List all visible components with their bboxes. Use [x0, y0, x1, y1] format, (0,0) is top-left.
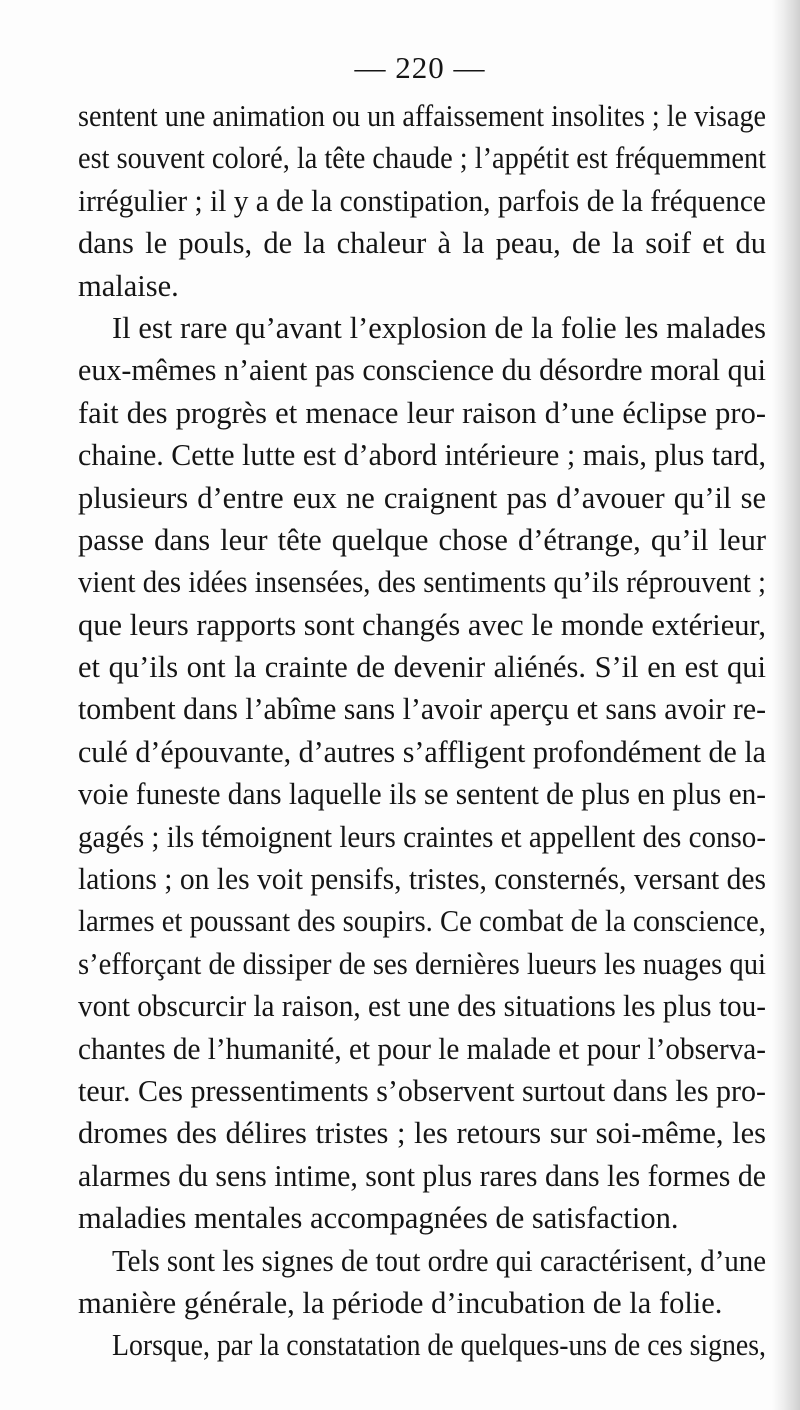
text-line: irrégulier ; il y a de la constipation, parfois de la fréquence [78, 183, 766, 218]
text-line: dans le pouls, de la chaleur à la peau, de la soif et du [78, 226, 766, 261]
text-line: alarmes du sens intime, sont plus rares dans les formes de [78, 1158, 766, 1193]
text-line: gagés ; ils témoignent leurs craintes et appellent des conso- [78, 819, 767, 854]
text-line: culé d’épouvante, d’autres s’affligent profondément de la [78, 734, 767, 769]
text-line: plusieurs d’entre eux ne craignent pas d’avouer qu’il se [78, 480, 766, 515]
text-line: teur. Ces pressentiments s’observent surtout dans les pro- [78, 1073, 767, 1108]
text-line: dromes des délires tristes ; les retours sur soi-même, les [78, 1116, 766, 1151]
text-line: que leurs rapports sont changés avec le monde extérieur, [78, 607, 766, 642]
text-line: sentent une animation ou un affaissement insolites ; le visage [78, 99, 767, 133]
text-line: tombent dans l’abîme sans l’avoir aperçu et sans avoir re- [78, 692, 767, 727]
text-line: et qu’ils ont la crainte de devenir aliénés. S’il en est qui [78, 650, 766, 685]
page-number: — 220 — [354, 50, 486, 85]
text-line: manière générale, la période d’incubation de la folie. [78, 1285, 723, 1320]
text-line: passe dans leur tête quelque chose d’étrange, qu’il leur [78, 522, 766, 557]
text-line: est souvent coloré, la tête chaude ; l’appétit est fréquemment [78, 141, 767, 176]
page-spine-shadow [772, 0, 800, 1410]
text-line: lations ; on les voit pensifs, tristes, consternés, versant des [78, 862, 766, 897]
text-line: fait des progrès et menace leur raison d’une éclipse pro- [78, 395, 766, 430]
text-line: maladies mentales accompagnées de satisfaction. [78, 1201, 679, 1236]
text-line: Il est rare qu’avant l’explosion de la folie les malades [112, 310, 766, 345]
text-line: s’efforçant de dissiper de ses dernières lueurs les nuages qui [78, 946, 766, 981]
text-line: vont obscurcir la raison, est une des situations les plus tou- [78, 989, 766, 1024]
text-line: larmes et poussant des soupirs. Ce combat de la conscience, [78, 904, 766, 939]
text-line: malaise. [78, 268, 179, 303]
text-line: chantes de l’humanité, et pour le malade et pour l’observa- [78, 1031, 767, 1066]
text-line: eux-mêmes n’aient pas conscience du désordre moral qui [78, 353, 767, 388]
body-text [78, 95, 766, 1367]
text-line: voie funeste dans laquelle ils se sentent de plus en plus en- [78, 777, 767, 812]
text-line: chaine. Cette lutte est d’abord intérieure ; mais, plus tard, [78, 438, 766, 473]
text-line: Lorsque, par la constatation de quelques-uns de ces signes, [112, 1328, 766, 1363]
text-line: vient des idées insensées, des sentiments qu’ils réprouvent ; [78, 565, 767, 600]
text-line: Tels sont les signes de tout ordre qui caractérisent, d’une [112, 1243, 767, 1278]
